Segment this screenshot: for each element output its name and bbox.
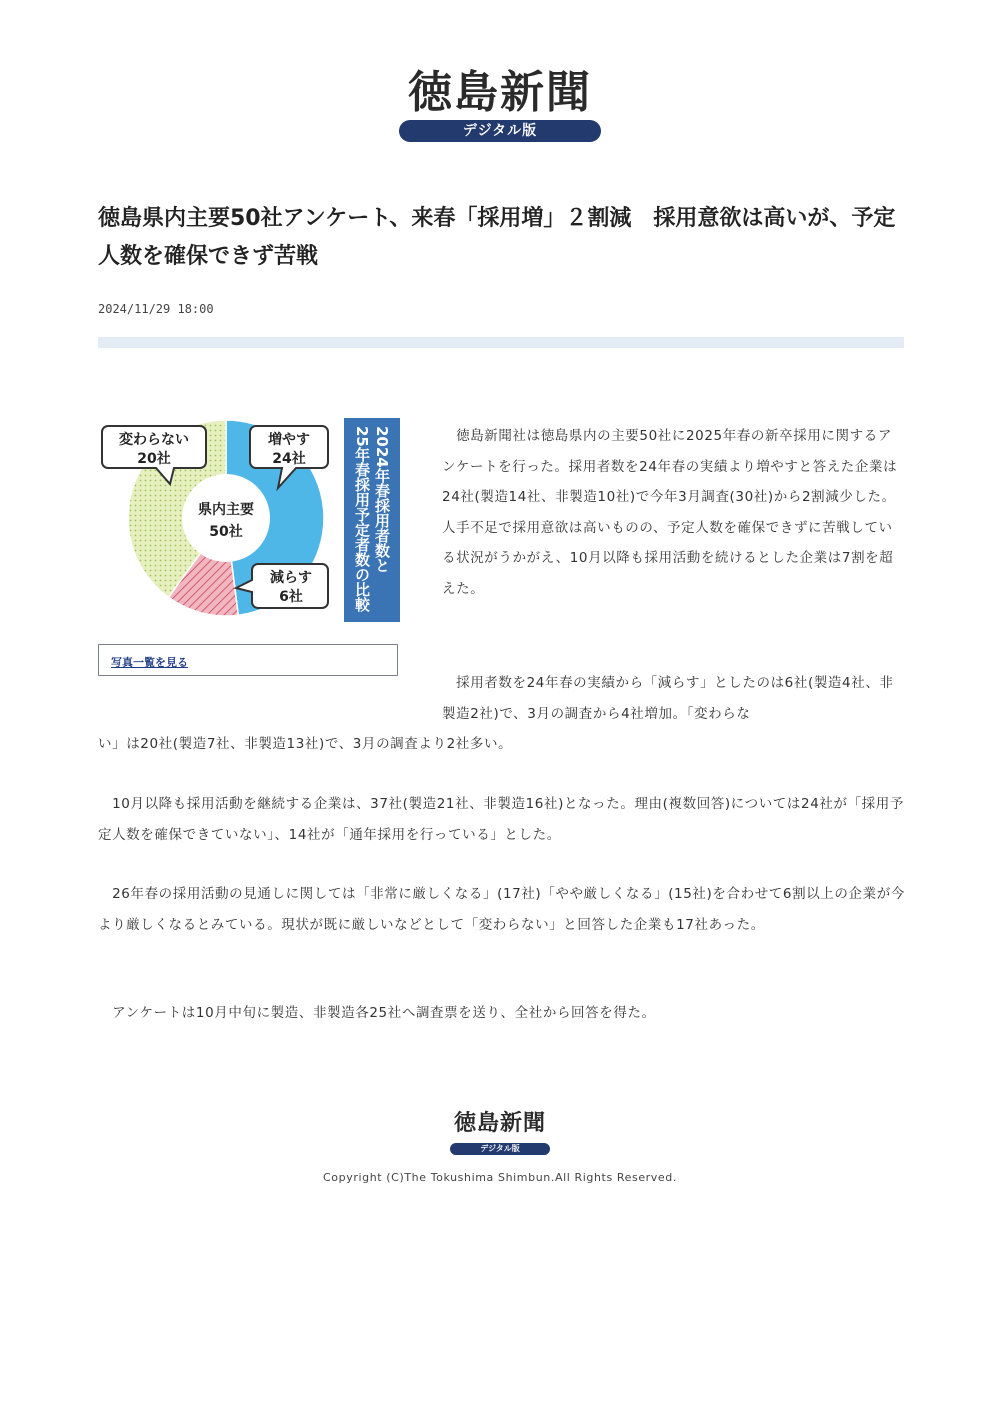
photo-list-link[interactable]: 写真一覧を見る	[111, 656, 188, 669]
article-date: 2024/11/29 18:00	[98, 302, 214, 316]
article-paragraph-4: 26年春の採用活動の見通しに関しては「非常に厳しくなる」(17社)「やや厳しくなる」(15社)を合わせて6割以上の企業が今より厳しくなるとみている。現状が既に厳しいなどとして「変わらない」と回答した企業も17社あった。	[98, 886, 905, 933]
center-label-2: 50社	[209, 524, 243, 540]
article-paragraph-2b: い」は20社(製造7社、非製造13社)で、3月の調査より2社多い。	[98, 736, 513, 752]
footer	[0, 1110, 1000, 1184]
footer-logo: 徳島新聞	[453, 1110, 546, 1136]
slice-label-decrease-1: 減らす	[270, 570, 312, 586]
slice-label-increase-2: 24社	[272, 451, 306, 467]
photo-list-box	[98, 644, 398, 676]
article-paragraph-1: 徳島新聞社は徳島県内の主要50社に2025年春の新卒採用に関するアンケートを行った。採用者数を24年春の実績より増やすと答えた企業は24社(製造14社、非製造10社)で今年3月調査(30社)から2割減少した。人手不足で採用意欲は高いものの、予定人数を確保できずに苦戦している状況がうかがえ、10月以降も採用活動を続けるとした企業は7割を超えた。	[442, 428, 898, 597]
article-paragraph-5: アンケートは10月中旬に製造、非製造各25社へ調査票を送り、全社から回答を得た。	[98, 1005, 656, 1021]
copyright: Copyright (C)The Tokushima Shimbun.All Rights Reserved.	[323, 1171, 677, 1184]
chart-title-line-1: 2024年春採用者数と	[373, 426, 391, 573]
slice-label-unchanged-2: 20社	[137, 451, 171, 467]
footer-edition-badge: デジタル版	[450, 1143, 550, 1155]
pie-center	[182, 474, 270, 562]
article-paragraph-2a: 採用者数を24年春の実績から「減らす」としたのは6社(製造4社、非製造2社)で、3月の調査から4社増加。「変わらな	[442, 675, 894, 722]
article-paragraph-3: 10月以降も採用活動を継続する企業は、37社(製造21社、非製造16社)となった。理由(複数回答)については24社が「採用予定人数を確保できていない」、14社が「通年採用を行っている」とした。	[98, 796, 904, 843]
masthead-logo: 徳島新聞	[408, 67, 592, 118]
pie-chart-figure[interactable]	[98, 418, 400, 622]
edition-badge: デジタル版	[399, 120, 601, 142]
slice-label-unchanged-1: 変わらない	[119, 432, 189, 448]
article-headline: 徳島県内主要50社アンケート、来春「採用増」２割減 採用意欲は高いが、予定人数を確保できず苦戦	[98, 206, 896, 269]
chart-title-line-2: 25年春採用予定者数の比較	[353, 426, 371, 612]
center-label-1: 県内主要	[198, 502, 254, 518]
slice-label-decrease-2: 6社	[279, 589, 303, 605]
masthead	[0, 66, 1000, 142]
slice-label-increase-1: 増やす	[268, 432, 310, 448]
divider	[98, 337, 904, 348]
